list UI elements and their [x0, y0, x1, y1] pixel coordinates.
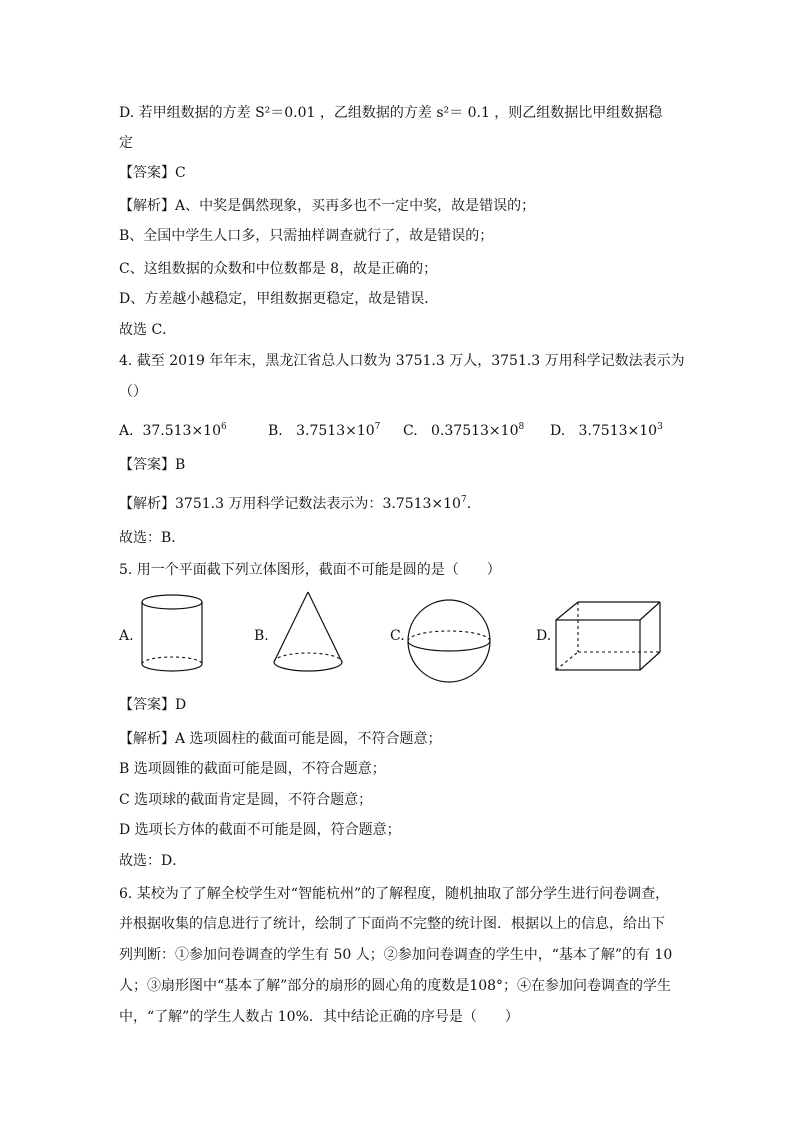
q5-stem: 5. 用一个平面截下列立体图形，截面不可能是圆的是（ ） — [119, 562, 501, 578]
q3-option-d-line1: D. 若甲组数据的方差 S²＝0.01 ，乙组数据的方差 s²＝ 0.1 ，则乙组数据比甲组数据稳 — [119, 105, 663, 121]
q3-analysis-3: C、这组数据的众数和中位数都是 8，故是正确的； — [119, 261, 438, 277]
q5-option-d-label: D. — [536, 628, 552, 644]
q4-option-c — [403, 421, 524, 441]
q3-option-d-line2: 定 — [119, 135, 133, 151]
q6-stem-line3: 列判断：①参加问卷调查的学生有 50 人；②参加问卷调查的学生中，“基本了解”的有 10 — [119, 947, 673, 963]
q3-analysis-1: 【解析】A、中奖是偶然现象，买再多也不一定中奖，故是错误的； — [119, 198, 536, 214]
q4-option-a-label: A. — [119, 423, 134, 439]
q5-answer: 【答案】D — [119, 697, 187, 713]
q4-analysis-base: 3.7513×10 — [382, 496, 461, 512]
q5-analysis-2: B 选项圆锥的截面可能是圆，不符合题意； — [119, 761, 386, 777]
q5-conclusion: 故选：D． — [119, 853, 187, 869]
sphere-icon — [404, 596, 494, 686]
q4-option-d-exp: 3 — [657, 422, 663, 432]
q4-analysis-suffix: ． — [466, 496, 481, 512]
q5-option-c-label: C. — [390, 628, 405, 644]
q5-analysis-3: C 选项球的截面肯定是圆，不符合题意； — [119, 792, 373, 808]
q4-analysis-prefix: 【解析】3751.3 万用科学记数法表示为： — [119, 496, 383, 512]
q4-analysis — [119, 494, 481, 514]
q3-analysis-4: D、方差越小越稳定，甲组数据更稳定，故是错误． — [119, 291, 439, 307]
q4-option-a-base: 37.513×10 — [142, 423, 221, 439]
q4-stem-line1: 4. 截至 2019 年年末，黑龙江省总人口数为 3751.3 万人，3751.3 万用科学记数法表示为 — [119, 353, 685, 369]
cylinder-icon — [136, 592, 208, 680]
q4-option-b-exp: 7 — [374, 422, 381, 432]
q4-option-c-base: 0.37513×10 — [431, 423, 519, 439]
q6-stem-line4: 人；③扇形图中“基本了解”部分的扇形的圆心角的度数是108°；④在参加问卷调查的学生 — [119, 978, 672, 994]
cuboid-icon — [552, 598, 664, 674]
cone-icon — [268, 588, 348, 680]
q4-conclusion: 故选：B． — [119, 530, 186, 546]
q4-option-d — [550, 421, 663, 441]
q4-stem-line2: （） — [119, 384, 147, 400]
q6-stem-line2: 并根据收集的信息进行了统计，绘制了下面尚不完整的统计图．根据以上的信息，给出下 — [119, 916, 665, 932]
q4-option-d-base: 3.7513×10 — [578, 423, 658, 439]
q4-answer: 【答案】B — [119, 457, 186, 473]
q4-option-a — [119, 421, 227, 441]
q4-option-b-label: B. — [268, 423, 283, 439]
q4-option-d-label: D. — [550, 423, 566, 439]
q5-option-a-label: A. — [119, 628, 134, 644]
q3-answer: 【答案】C — [119, 165, 186, 181]
q4-option-c-exp: 8 — [518, 422, 525, 432]
q3-analysis-2: B、全国中学生人口多，只需抽样调查就行了，故是错误的； — [119, 228, 494, 244]
q4-option-c-label: C. — [403, 423, 418, 439]
q5-option-b-label: B. — [254, 628, 269, 644]
q4-analysis-exp: 7 — [460, 495, 467, 505]
q4-option-a-exp: 6 — [221, 422, 227, 432]
q6-stem-line1: 6. 某校为了了解全校学生对“智能杭州”的了解程度，随机抽取了部分学生进行问卷调查， — [119, 886, 670, 902]
q5-analysis-4: D 选项长方体的截面不可能是圆，符合题意； — [119, 822, 401, 838]
q4-option-b-base: 3.7513×10 — [296, 423, 375, 439]
q5-analysis-1: 【解析】A 选项圆柱的截面可能是圆，不符合题意； — [119, 731, 442, 747]
q4-option-b — [268, 421, 380, 441]
q6-stem-line5: 中，“了解”的学生人数占 10%．其中结论正确的序号是（ ） — [119, 1009, 519, 1025]
q3-conclusion: 故选 C． — [119, 322, 177, 338]
